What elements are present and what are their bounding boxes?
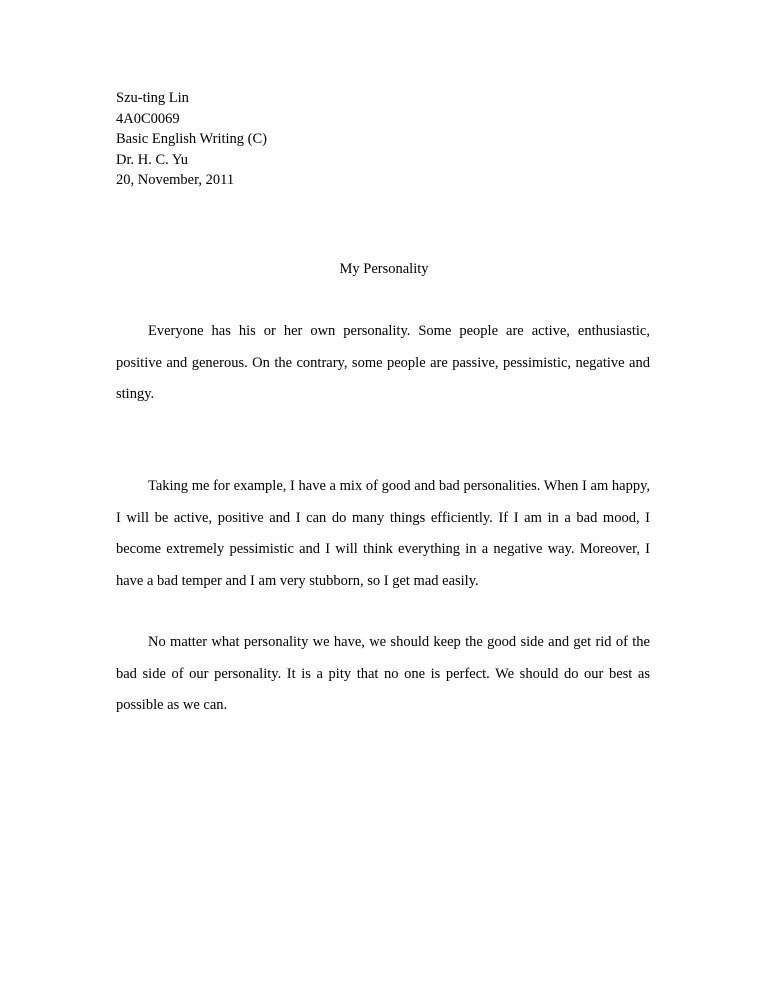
student-id: 4A0C0069 bbox=[116, 110, 180, 127]
author-name: Szu-ting Lin bbox=[116, 90, 189, 106]
essay-date: 20, November, 2011 bbox=[116, 172, 235, 188]
paragraph-3: No matter what personality we have, we should keep the good side and get rid of the bad side of our personality. It is a pity that no one is perfect. We should do our best as possible as we can. bbox=[116, 634, 650, 713]
course-name: Basic English Writing (C) bbox=[116, 131, 267, 147]
essay-title: My Personality bbox=[339, 261, 429, 277]
essay-header bbox=[116, 88, 267, 191]
paragraph-2: Taking me for example, I have a mix of good and bad personalities. When I am happy, I will be active, positive and I can do many things efficiently. If I am in a bad mood, I become extremely pessimistic and I will think everything in a negative way. Moreover, I have a bad temper and I am very stubborn, so I get mad easily. bbox=[116, 478, 650, 589]
instructor-name: Dr. H. C. Yu bbox=[116, 151, 188, 168]
paragraph-1: Everyone has his or her own personality. Some people are active, enthusiastic, positive and generous. On the contrary, some people are passive, pessimistic, negative and stingy. bbox=[116, 323, 650, 402]
